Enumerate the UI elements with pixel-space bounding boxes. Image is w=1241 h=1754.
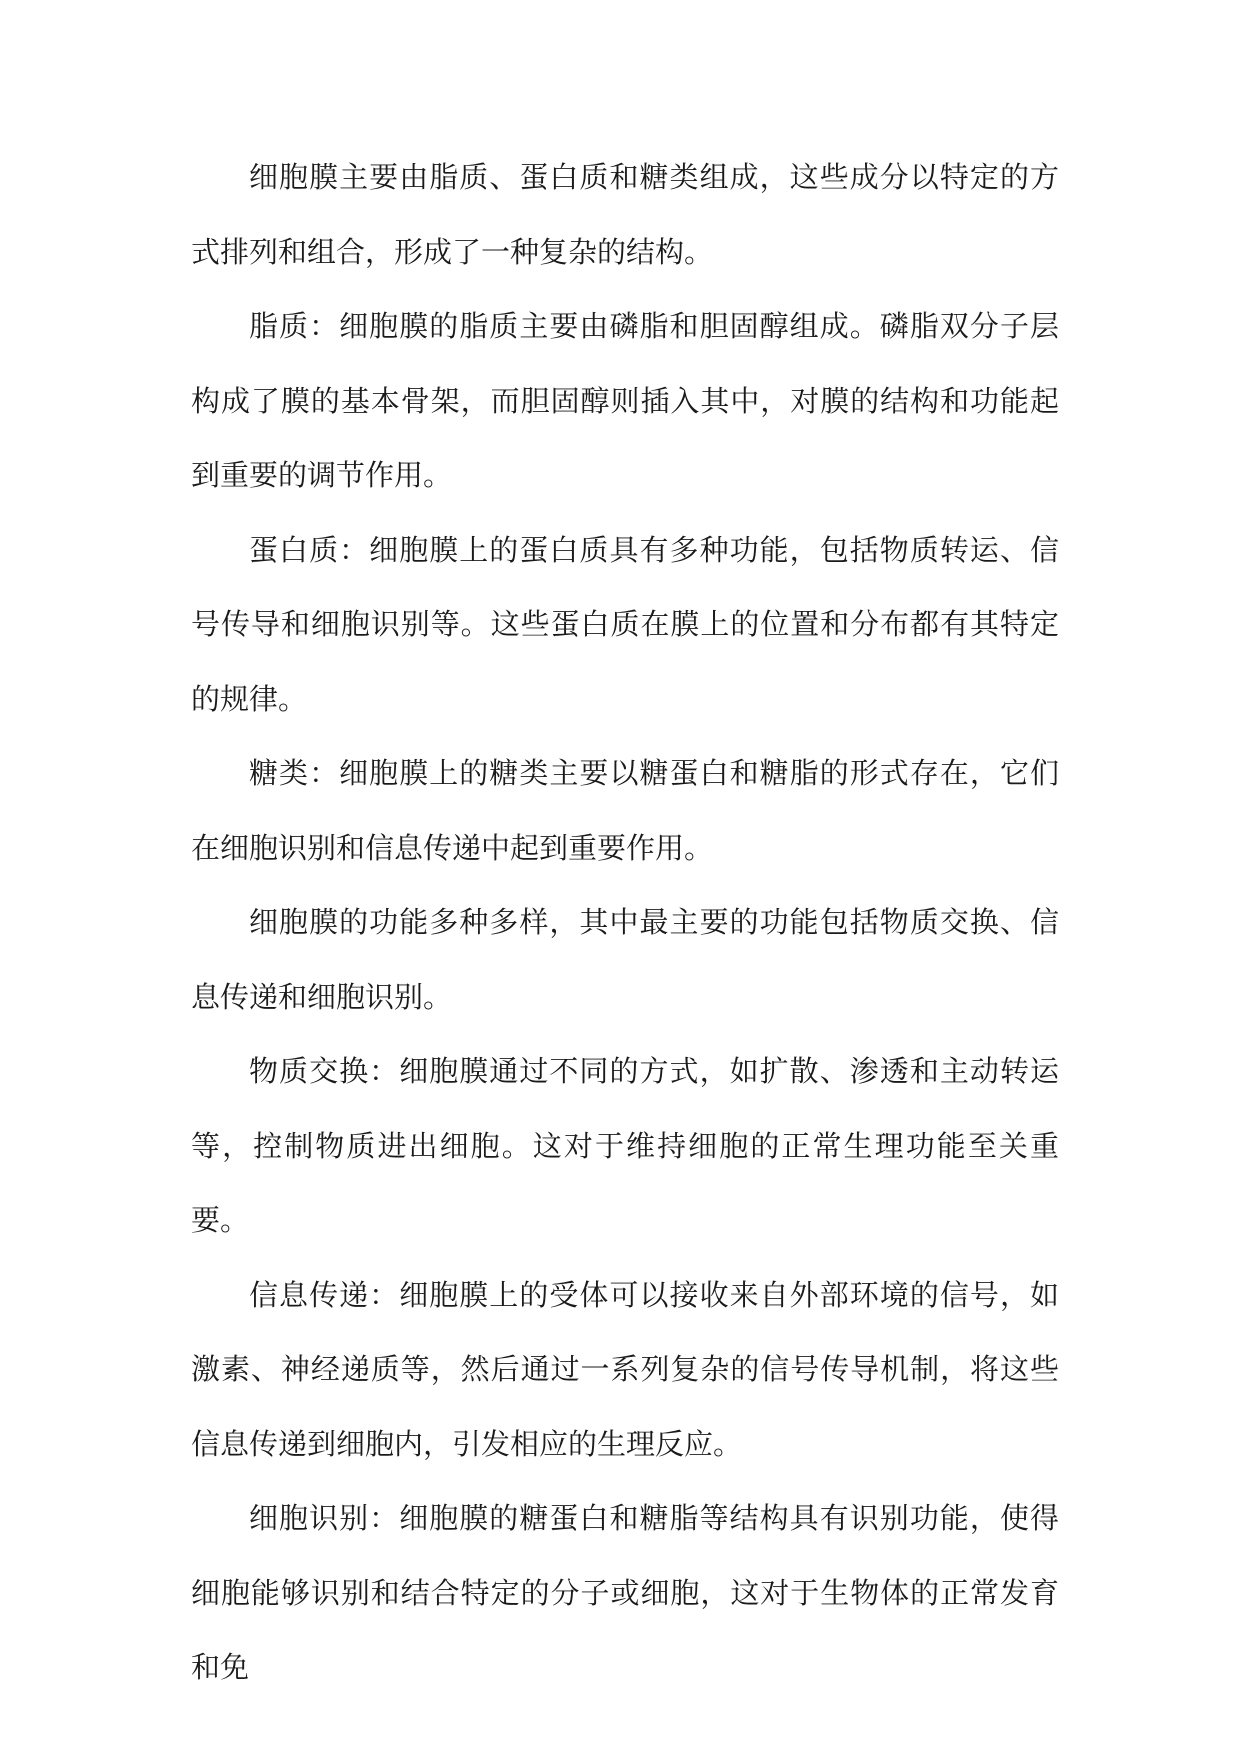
paragraph-membrane-functions: 细胞膜的功能多种多样，其中最主要的功能包括物质交换、信息传递和细胞识别。 bbox=[191, 905, 1059, 1014]
paragraph-information-transfer: 信息传递：细胞膜上的受体可以接收来自外部环境的信号，如激素、神经递质等，然后通过一系列复杂的信号传导机制，将这些信息传递到细胞内，引发相应的生理反应。 bbox=[191, 1277, 1059, 1461]
paragraph-cell-recognition: 细胞识别：细胞膜的糖蛋白和糖脂等结构具有识别功能，使得细胞能够识别和结合特定的分子或细胞，这对于生物体的正常发育和免 bbox=[191, 1501, 1059, 1684]
paragraph-lipids: 脂质：细胞膜的脂质主要由磷脂和胆固醇组成。磷脂双分子层构成了膜的基本骨架，而胆固醇则插入其中，对膜的结构和功能起到重要的调节作用。 bbox=[191, 309, 1059, 492]
paragraph-carbohydrates: 糖类：细胞膜上的糖类主要以糖蛋白和糖脂的形式存在，它们在细胞识别和信息传递中起到重要作用。 bbox=[191, 756, 1059, 865]
document-body bbox=[191, 140, 1059, 1705]
paragraph-substance-exchange: 物质交换：细胞膜通过不同的方式，如扩散、渗透和主动转运等，控制物质进出细胞。这对于维持细胞的正常生理功能至关重要。 bbox=[191, 1054, 1059, 1237]
paragraph-membrane-composition: 细胞膜主要由脂质、蛋白质和糖类组成，这些成分以特定的方式排列和组合，形成了一种复杂的结构。 bbox=[191, 160, 1059, 269]
paragraph-proteins: 蛋白质：细胞膜上的蛋白质具有多种功能，包括物质转运、信号传导和细胞识别等。这些蛋白质在膜上的位置和分布都有其特定的规律。 bbox=[191, 532, 1059, 716]
